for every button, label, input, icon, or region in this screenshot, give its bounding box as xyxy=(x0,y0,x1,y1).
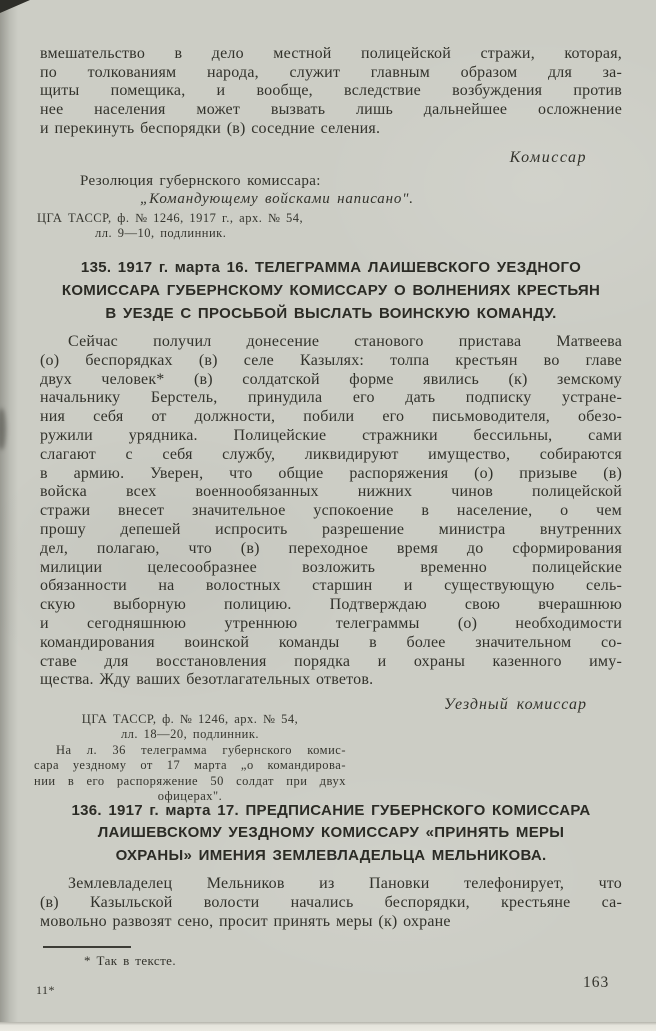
text-line: 135. 1917 г. марта 16. ТЕЛЕГРАММА ЛАИШЕВСКОГО УЕЗДНОГО xyxy=(80,259,582,276)
doc-134-signature: Комиссар xyxy=(509,149,587,166)
page-gutter-shadow xyxy=(0,0,18,1022)
doc-134-archive-citation xyxy=(37,211,317,241)
text-line: слагают с себя службу, ликвидируют имущество, собираются xyxy=(40,445,622,463)
doc-135-paragraph xyxy=(40,333,622,690)
text-line: мовольно развозят сено, просит принять меры (к) охране xyxy=(40,912,451,930)
text-line: лл. 18—20, подлинник. xyxy=(120,727,260,742)
text-line: лл. 9—10, подлинник. xyxy=(95,226,227,240)
doc-136-heading xyxy=(40,800,622,867)
text-line: войска всех военнообязанных нижних чинов полицейской xyxy=(40,483,622,501)
text-line: скую выборную полицию. Подтверждаю свою вчерашнюю xyxy=(40,596,622,614)
text-line: (в) Казыльской волости начались беспорядки, крестьяне са- xyxy=(40,893,622,911)
text-line: и перекинуть беспорядки (в) соседние селения. xyxy=(40,119,381,137)
text-line: прошу депешей испросить разрешение министра внутренних xyxy=(40,520,622,538)
text-line: нии в его распоряжение 50 солдат при двух xyxy=(34,773,346,788)
text-line: командирования воинской команды в более значительном со- xyxy=(40,633,622,651)
text-line: 136. 1917 г. марта 17. ПРЕДПИСАНИЕ ГУБЕРНСКОГО КОМИССАРА xyxy=(71,802,591,819)
text-line: ружили урядника. Полицейские стражники бессильны, сами xyxy=(40,426,622,444)
scan-corner-artifact xyxy=(0,0,30,13)
doc-135-heading xyxy=(40,256,622,326)
text-line: Землевладелец Мельников из Пановки телефонирует, что xyxy=(68,875,622,892)
page-bottom-edge xyxy=(0,1022,656,1031)
text-line: офицерах". xyxy=(157,789,223,804)
text-line: и сегодняшнюю утреннюю телеграммы (о) необходимости xyxy=(40,614,622,632)
text-line: в армию. Уверен, что общие распоряжения (о) призыве (в) xyxy=(40,464,622,482)
text-line: ЛАИШЕВСКОМУ УЕЗДНОМУ КОМИССАРУ «ПРИНЯТЬ МЕРЫ xyxy=(97,824,565,842)
text-line: стражи внесет значительное успокоение в население, о чем xyxy=(40,502,622,520)
text-line: В УЕЗДЕ С ПРОСЬБОЙ ВЫСЛАТЬ ВОИНСКУЮ КОМАНДУ. xyxy=(105,305,557,323)
text-line: начальнику Берстель, принудила его дать подписку устране- xyxy=(40,389,622,407)
text-line: вмешательство в дело местной полицейской стражи, которая, xyxy=(40,45,622,62)
text-line: нее населения может вызвать лишь дальнейшее осложнение xyxy=(40,101,622,119)
text-line: (о) беспорядках (в) селе Казылях: толпа крестьян во главе xyxy=(40,351,622,369)
doc-134-resolution-label: Резолюция губернского комиссара: xyxy=(80,173,321,189)
text-line: КОМИССАРА ГУБЕРНСКОМУ КОМИССАРУ О ВОЛНЕНИЯХ КРЕСТЬЯН xyxy=(61,282,601,300)
page-number: 163 xyxy=(583,974,610,991)
text-line: ОХРАНЫ» ИМЕНИЯ ЗЕМЛЕВЛАДЕЛЬЦА МЕЛЬНИКОВА. xyxy=(115,846,547,864)
text-line: по толкованиям народа, служит главным образом для за- xyxy=(40,63,622,81)
text-line: На л. 36 телеграмма губернского комис- xyxy=(56,742,346,757)
print-sheet-mark: 11* xyxy=(36,983,56,997)
text-line: щиты помещика, и вообще, вследствие возбуждения против xyxy=(40,82,622,100)
text-line: сара уездному от 17 марта „о командирова- xyxy=(34,758,346,773)
text-line: ния себя от должности, побили его письмоводителя, обезо- xyxy=(40,408,622,426)
text-line: двух человек* (в) солдатской форме явились (к) земскому xyxy=(40,370,622,388)
text-line: Сейчас получил донесение станового пристава Матвеева xyxy=(68,333,622,350)
doc-134-resolution-text: „Командующему войсками написано". xyxy=(140,191,414,207)
text-line: обязанности на волостных старшин и существующую сель- xyxy=(40,577,622,595)
doc-135-archive-citation xyxy=(34,712,346,804)
doc-134-paragraph xyxy=(40,45,622,139)
footnote: * Так в тексте. xyxy=(84,953,177,968)
text-line: ЦГА ТАССР, ф. № 1246, арх. № 54, xyxy=(81,712,299,726)
doc-136-paragraph xyxy=(40,875,622,931)
text-line: щества. Жду ваших безотлагательных ответов. xyxy=(40,671,374,689)
doc-135-signature: Уездный комиссар xyxy=(443,696,587,713)
footnote-rule xyxy=(43,946,131,948)
text-line: дел, полагаю, что (в) переходное время до сформирования xyxy=(40,539,622,557)
text-line: ставе для восстановления порядка и охраны казенного иму- xyxy=(40,652,622,670)
text-line: милиции целесообразнее возложить временно полицейские xyxy=(40,558,622,576)
text-line: ЦГА ТАССР, ф. № 1246, 1917 г., арх. № 54, xyxy=(37,211,304,225)
